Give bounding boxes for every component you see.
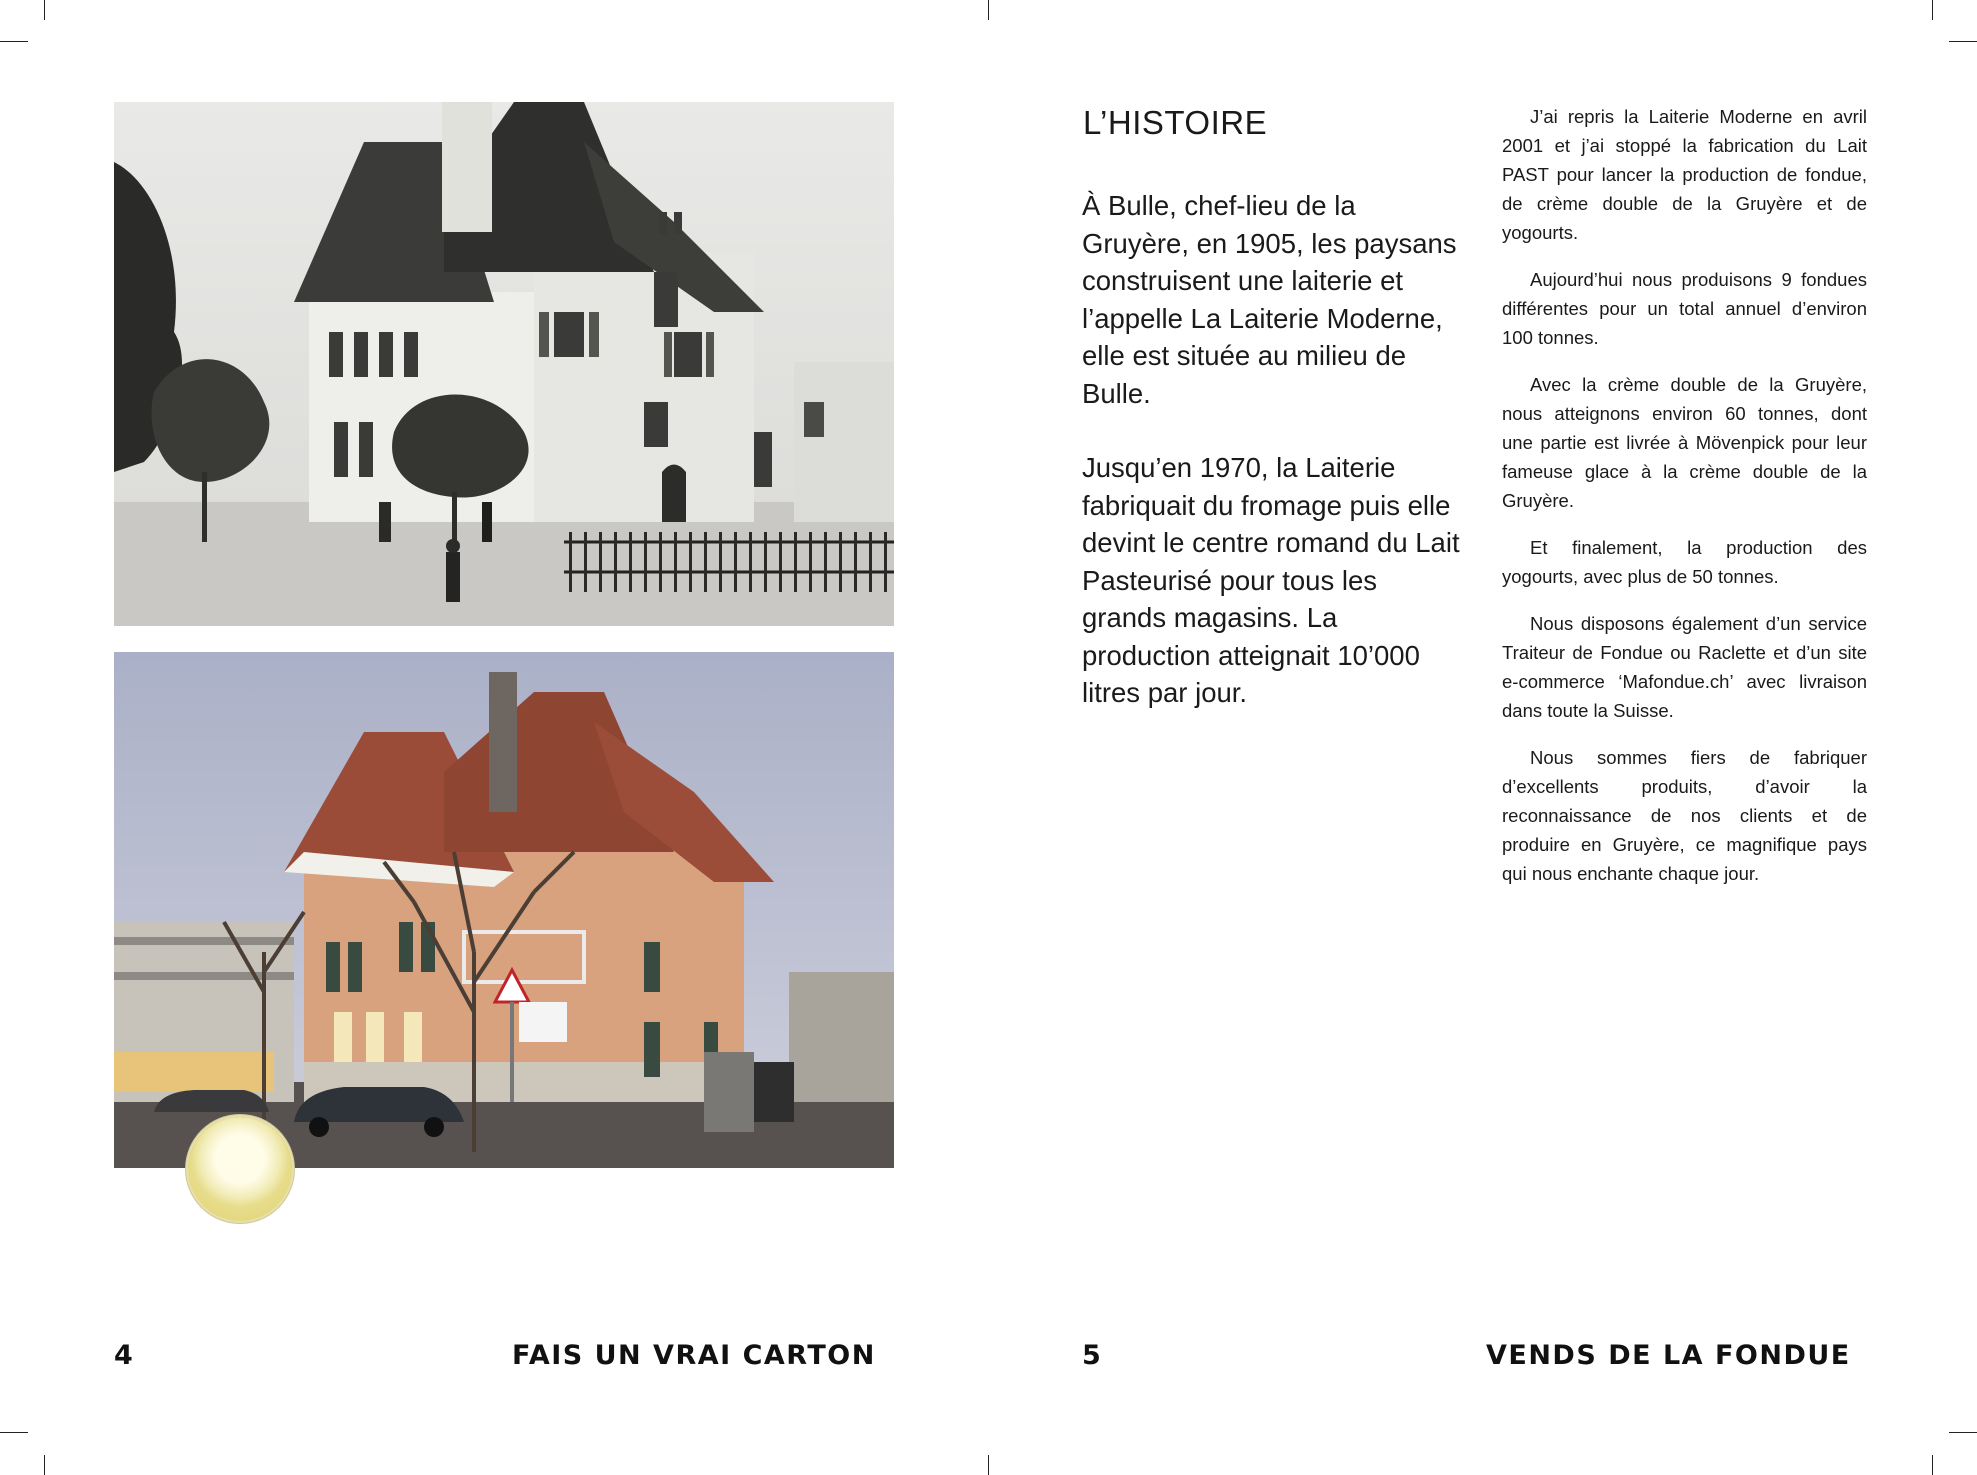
historical-laiterie-photo xyxy=(114,102,894,626)
body-paragraph: J’ai repris la Laiterie Moderne en avril 2001 et j’ai stoppé la fabrication du Lait PAST pour lancer la production de fondue, de crème double de la Gruyère et de yogourts. xyxy=(1502,106,1867,243)
crop-mark xyxy=(988,1455,989,1475)
section-heading: L’HISTOIRE xyxy=(1083,104,1268,141)
page-number: 5 xyxy=(1082,1340,1103,1371)
modern-laiterie-photo xyxy=(114,652,894,1168)
lead-paragraph: Jusqu’en 1970, la Laiterie fabriquait du fromage puis elle devint le centre romand du Lait Pasteurisé pour tous les grands magasins. La production atteignait 10’000 litres par jour. xyxy=(1082,452,1460,708)
lead-paragraph: À Bulle, chef-lieu de la Gruyère, en 1905, les paysans construisent une laiterie et l’appelle La Laiterie Moderne, elle est située au milieu de Bulle. xyxy=(1082,190,1457,409)
crop-mark xyxy=(1932,0,1933,20)
crop-mark xyxy=(0,1432,28,1433)
crop-mark xyxy=(44,1455,45,1475)
body-paragraph: Nous disposons également d’un service Traiteur de Fondue ou Raclette et d’un site e-commerce ‘Mafondue.ch’ avec livraison dans toute la Suisse. xyxy=(1502,613,1867,721)
running-title: FAIS UN VRAI CARTON xyxy=(512,1340,876,1371)
crop-mark xyxy=(1949,41,1977,42)
body-paragraph: Aujourd’hui nous produisons 9 fondues différentes pour un total annuel d’environ 100 tonnes. xyxy=(1502,269,1867,348)
crop-mark xyxy=(988,0,989,20)
body-column xyxy=(1502,102,1867,906)
crop-mark xyxy=(0,41,28,42)
page-number: 4 xyxy=(114,1340,135,1371)
crop-mark xyxy=(44,0,45,20)
body-paragraph: Avec la crème double de la Gruyère, nous atteignons environ 60 tonnes, dont une partie est livrée à Mövenpick pour leur fameuse glace à la crème double de la Gruyère. xyxy=(1502,374,1867,511)
body-paragraph: Et finalement, la production des yogourts, avec plus de 50 tonnes. xyxy=(1502,537,1867,587)
gold-seal-sticker xyxy=(188,1117,292,1221)
body-paragraph: Nous sommes fiers de fabriquer d’excellents produits, d’avoir la reconnaissance de nos clients et de produire en Gruyère, ce magnifique pays qui nous enchante chaque jour. xyxy=(1502,747,1867,884)
running-title: VENDS DE LA FONDUE xyxy=(1486,1340,1851,1371)
crop-mark xyxy=(1949,1432,1977,1433)
crop-mark xyxy=(1932,1455,1933,1475)
